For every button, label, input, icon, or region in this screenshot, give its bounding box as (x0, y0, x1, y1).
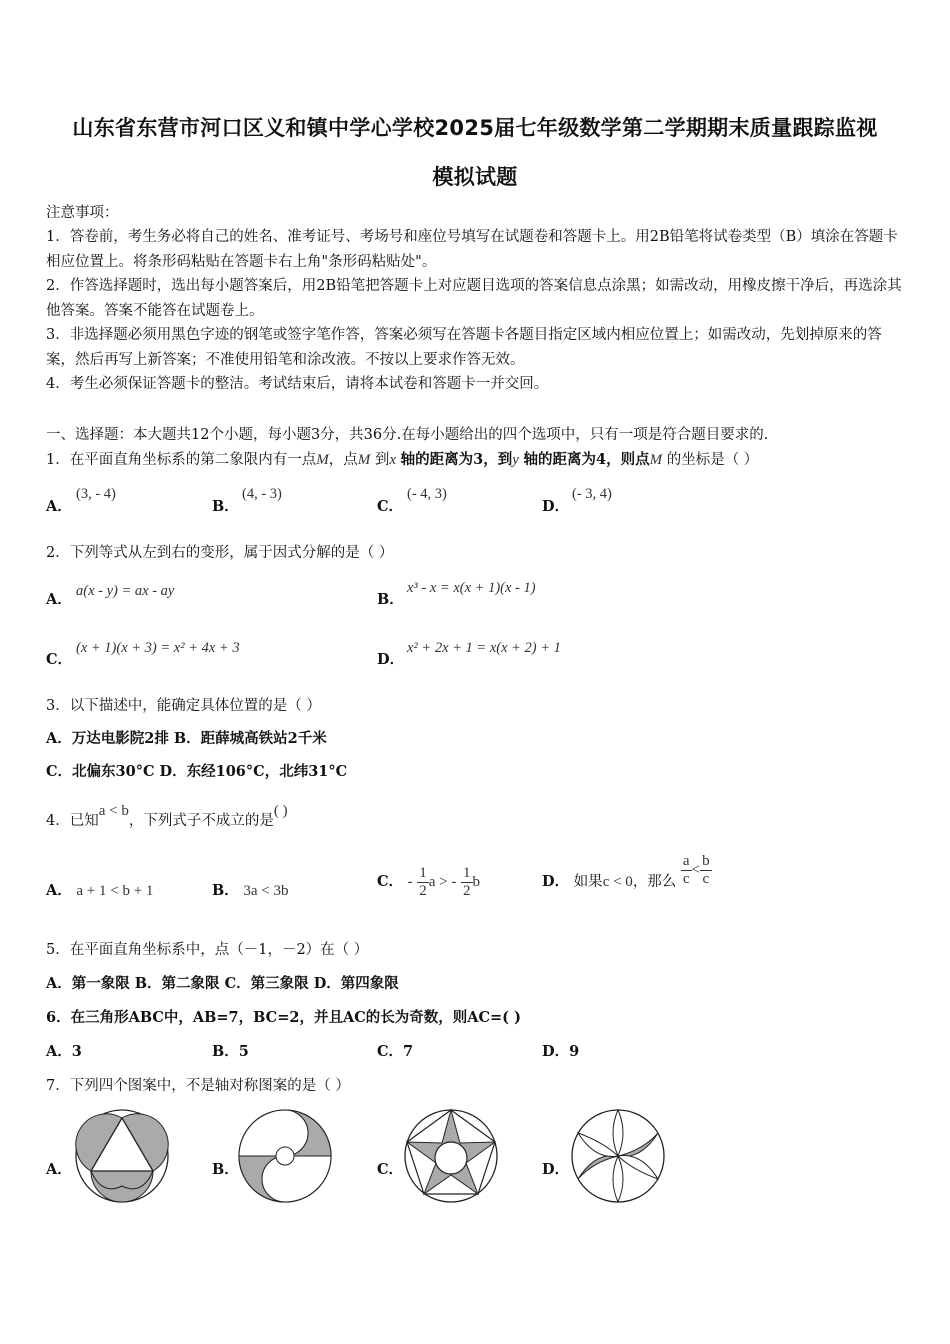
option-label: D． (377, 651, 405, 668)
math-m: M (316, 452, 329, 468)
q2-option-a-value: a(x - y) = ax - ay (76, 583, 175, 599)
q4-option-c[interactable] (377, 863, 480, 901)
option-label: A． (46, 498, 72, 515)
q3-options-row-1[interactable]: A．万达电影院2排 B．距薛城高铁站2千米 (46, 730, 327, 747)
notice-item-3: 3．非选择题必须用黑色字迹的钢笔或签字笔作答，答案必须写在答题卡各题目指定区域内相应位置上；如需改动，先划掉原来的答案，然后再写上新答案；不准使用铅笔和涂改液。不按以上要求作答无效。 (46, 327, 882, 368)
option-label: D． (542, 1043, 570, 1060)
math-x: x (389, 452, 397, 468)
option-label: D． (542, 1161, 570, 1178)
stem-text: 的坐标是（ ） (666, 452, 759, 468)
math-condition: c < 0 (602, 874, 633, 890)
option-label: B． (212, 1161, 239, 1178)
q7-figure-a[interactable] (74, 1108, 170, 1204)
q6-option-a[interactable] (46, 1042, 82, 1062)
denominator: 2 (463, 882, 471, 899)
q2-option-d[interactable] (377, 650, 404, 670)
option-value: 7 (403, 1043, 414, 1060)
option-value: 9 (569, 1043, 580, 1060)
q7-figure-d[interactable] (570, 1108, 666, 1204)
math-less-than: < (691, 862, 701, 878)
q7-figure-c[interactable] (403, 1108, 499, 1204)
answer-paren: ( ) (273, 803, 288, 819)
q6-option-b[interactable] (212, 1042, 249, 1062)
option-value: a + 1 < b + 1 (76, 883, 154, 899)
stem-text: ，下列式子不成立的是 (128, 813, 274, 829)
q4-option-a[interactable] (46, 881, 153, 901)
option-value: 3a < 3b (243, 883, 289, 899)
q7-option-d[interactable] (542, 1160, 569, 1180)
option-label: A． (46, 591, 72, 608)
q2-option-d-value: x² + 2x + 1 = x(x + 2) + 1 (407, 640, 561, 656)
q6-option-c[interactable] (377, 1042, 413, 1062)
q7-option-b[interactable] (212, 1160, 239, 1180)
math-minus: - (407, 874, 413, 890)
q3-options-row-2[interactable]: C．北偏东30°C D．东经106°C，北纬31°C (46, 763, 348, 780)
q2-option-b-value: x³ - x = x(x + 1)(x - 1) (407, 580, 536, 596)
option-label: C． (46, 651, 73, 668)
q1-option-c[interactable] (377, 497, 403, 517)
question-3-stem: 3．以下描述中，能确定具体位置的是（ ） (46, 698, 321, 714)
numerator: 1 (419, 864, 427, 881)
q2-option-b[interactable] (377, 590, 404, 610)
option-label: C． (377, 498, 404, 515)
q5-options[interactable]: A．第一象限 B．第二象限 C．第三象限 D．第四象限 (46, 975, 399, 992)
q1-option-b[interactable] (212, 497, 239, 517)
q7-figure-b[interactable] (237, 1108, 333, 1204)
option-label: D． (542, 498, 570, 515)
page-title: 山东省东营市河口区义和镇中学心学校2025届七年级数学第二学期期末质量跟踪监视 (72, 116, 878, 140)
notice-item-2: 2．作答选择题时，选出每小题答案后，用2B铅笔把答题卡上对应题目选项的答案信息点涂黑；如需改动，用橡皮擦干净后，再选涂其他答案。答案不能答在试题卷上。 (46, 278, 902, 319)
q4-option-b[interactable] (212, 881, 289, 901)
option-label: C． (377, 1043, 404, 1060)
fraction-a-over-c (681, 853, 692, 888)
q4-option-d[interactable] (542, 852, 712, 901)
option-text: 如果 (573, 874, 603, 890)
question-7-stem: 7．下列四个图案中，不是轴对称图案的是（ ） (46, 1078, 350, 1094)
option-label: B． (212, 882, 239, 899)
q2-option-c-value: (x + 1)(x + 3) = x² + 4x + 3 (76, 640, 240, 656)
math-y: y (512, 452, 519, 468)
notice-heading: 注意事项： (46, 205, 119, 221)
section-heading: 一、选择题：本大题共12个小题，每小题3分，共36分.在每小题给出的四个选项中，只有一项是符合题目要求的. (46, 427, 769, 443)
q2-option-c[interactable] (46, 650, 72, 670)
stem-text: 轴的距离为3，到 (400, 451, 513, 468)
numerator: b (702, 852, 710, 869)
stem-text: 到 (374, 452, 390, 468)
math-m: M (649, 452, 663, 468)
q7-option-a[interactable] (46, 1160, 72, 1180)
q1-option-c-value: (- 4, 3) (407, 486, 447, 502)
math-condition: a < b (98, 803, 129, 819)
question-6-stem: 6．在三角形ABC中，AB=7，BC=2，并且AC的长为奇数，则AC=( ) (46, 1009, 521, 1026)
q2-option-a[interactable] (46, 590, 72, 610)
fraction-b-over-c (700, 853, 712, 888)
option-label: B． (212, 1043, 239, 1060)
option-label: A． (46, 1043, 72, 1060)
option-label: B． (377, 591, 404, 608)
stem-text: 轴的距离为4，则点 (523, 451, 650, 468)
q7-option-c[interactable] (377, 1160, 403, 1180)
numerator: 1 (463, 864, 471, 881)
denominator: c (682, 870, 690, 887)
option-value: 3 (71, 1043, 82, 1060)
question-5-stem: 5．在平面直角坐标系中，点（－1，－2）在（ ） (46, 942, 369, 958)
option-label: D． (542, 873, 570, 890)
q1-option-d[interactable] (542, 497, 569, 517)
question-number: 1． (46, 452, 70, 468)
option-text: ，那么 (632, 874, 677, 890)
denominator: 2 (419, 882, 427, 899)
q1-option-b-value: (4, - 3) (242, 486, 282, 502)
q6-option-d[interactable] (542, 1042, 579, 1062)
notice-item-4: 4．考生必须保证答题卡的整洁。考试结束后，请将本试卷和答题卡一并交回。 (46, 376, 549, 392)
question-4-stem (46, 803, 288, 831)
stem-text: 4．已知 (46, 813, 99, 829)
math-expr: a > - (428, 874, 457, 890)
math-m: M (357, 452, 371, 468)
option-label: A． (46, 882, 72, 899)
question-2-stem: 2．下列等式从左到右的变形，属于因式分解的是（ ） (46, 545, 394, 561)
option-value: 5 (238, 1043, 249, 1060)
question-1-stem (46, 450, 758, 470)
math-expr: b (472, 874, 480, 890)
page-title-line2: 模拟试题 (432, 165, 518, 189)
q1-option-d-value: (- 3, 4) (572, 486, 612, 502)
stem-text: ，点 (328, 452, 358, 468)
stem-text: 在平面直角坐标系的第二象限内有一点 (69, 452, 317, 468)
q1-option-a[interactable] (46, 497, 72, 517)
fraction-half (461, 865, 473, 900)
numerator: a (682, 852, 690, 869)
denominator: c (702, 870, 710, 887)
q1-option-a-value: (3, - 4) (76, 486, 116, 502)
option-label: C． (377, 873, 404, 890)
fraction-half (417, 865, 429, 900)
notice-item-1: 1．答卷前，考生务必将自己的姓名、准考证号、考场号和座位号填写在试题卷和答题卡上。用2B铅笔将试卷类型（B）填涂在答题卡相应位置上。将条形码粘贴在答题卡右上角"条形码粘贴处"。 (46, 229, 898, 270)
option-label: C． (377, 1161, 404, 1178)
option-label: A． (46, 1161, 72, 1178)
option-label: B． (212, 498, 239, 515)
